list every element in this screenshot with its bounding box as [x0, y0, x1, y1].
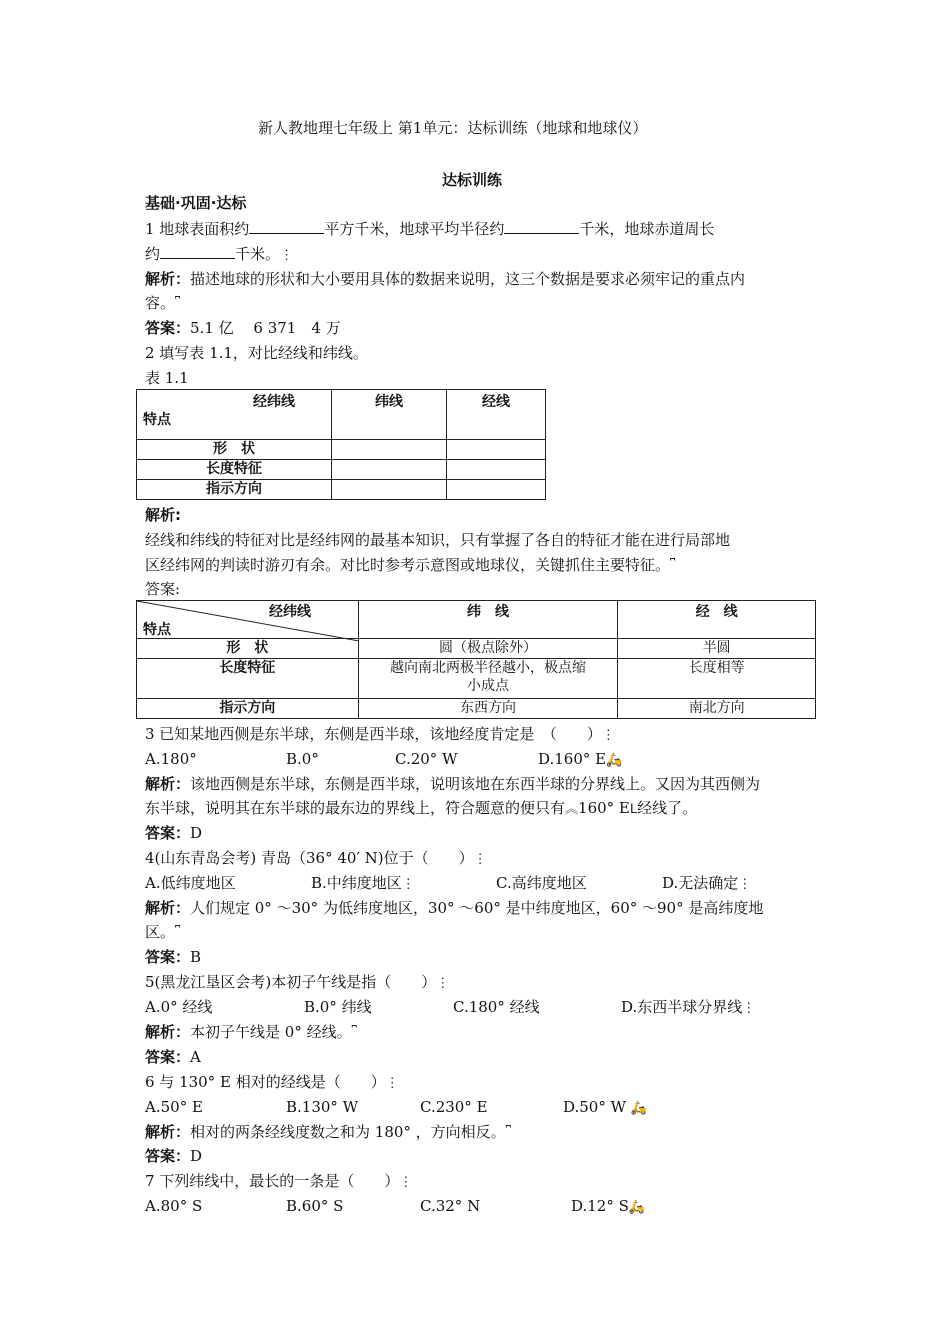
- table2-row-direction: 指示方向: [137, 699, 359, 719]
- q1-text-a: 1 地球表面积约: [145, 220, 250, 238]
- caret-mark-icon: ︽: [565, 802, 579, 817]
- q2-analysis-text-2: 区经纬网的判读时游刃有余。对比时参考示意图或地球仪，关键抓住主要特征。: [145, 556, 671, 574]
- analysis-label: 解析：: [145, 270, 191, 288]
- q6-analysis-text: 相对的两条经线度数之和为 180° ，方向相反。: [190, 1123, 506, 1141]
- table2-cell-jing-direction: 南北方向: [618, 699, 816, 719]
- q1-analysis-line1: [145, 269, 745, 289]
- hook-mark-icon: ⎴: [670, 559, 676, 574]
- q3-analysis-text-2b: 160° E: [578, 799, 630, 817]
- table1-row-length: 长度特征: [137, 460, 332, 480]
- q3-option-a[interactable]: A.180°: [145, 750, 197, 768]
- table2-cell-wei-length-line2: 小成点: [467, 678, 510, 694]
- hook-mark-icon: ⎴: [351, 1026, 357, 1041]
- dots-mark-icon: ⋮: [280, 248, 294, 263]
- q1-blank-area[interactable]: [249, 219, 324, 234]
- q7-option-c[interactable]: C.32° N: [420, 1197, 481, 1215]
- answer-label: 答案：: [145, 319, 191, 337]
- q4-option-b[interactable]: [311, 873, 415, 895]
- q1-line2: [145, 244, 293, 266]
- q5-option-a[interactable]: A.0° 经线: [145, 998, 213, 1016]
- table1-cell-jing-length[interactable]: [447, 460, 546, 480]
- q5-answer-text: A: [190, 1048, 201, 1066]
- q6-answer-text: D: [190, 1147, 203, 1165]
- q3-option-d-text: D.160° E: [538, 750, 607, 768]
- q1-blank-circumference[interactable]: [160, 244, 235, 259]
- document-title: 新人教地理七年级上 第1单元：达标训练（地球和地球仪）: [258, 119, 648, 137]
- q1-answer: [145, 318, 341, 338]
- table1-cell-wei-shape[interactable]: [332, 440, 447, 460]
- q5-stem-text: 5(黑龙江垦区会考)本初子午线是指（ ）: [145, 973, 437, 991]
- q6-option-d-text: D.50° W: [563, 1098, 627, 1116]
- answer-label: 答案：: [145, 824, 191, 842]
- table2-cell-wei-length: [358, 659, 618, 699]
- q3-answer: [145, 823, 202, 843]
- q3-option-b[interactable]: B.0°: [286, 750, 319, 768]
- q6-option-d[interactable]: [563, 1097, 647, 1119]
- q1-answer-text: 5.1 亿 6 371 4 万: [190, 319, 341, 337]
- table1-corner-bottom: 特点: [143, 412, 171, 428]
- table2-cell-wei-shape: 圆（极点除外）: [358, 639, 618, 659]
- table2-cell-wei-direction: 东西方向: [358, 699, 618, 719]
- subsection-title: 基础·巩固·达标: [145, 194, 247, 212]
- answer-label: 答案：: [145, 1048, 191, 1066]
- dots-mark-icon: ⋮: [399, 1175, 413, 1190]
- q1-text-c: 千米，地球赤道周长: [579, 220, 715, 238]
- q5-stem: [145, 972, 449, 994]
- table2-row-length: 长度特征: [137, 659, 359, 699]
- q1-text-d: 约: [145, 245, 161, 263]
- table2-cell-jing-shape: 半圆: [618, 639, 816, 659]
- q3-analysis-text: 该地西侧是东半球，东侧是西半球，说明该地在东西半球的分界线上。又因为其西侧为: [190, 775, 761, 793]
- q3-stem-text: 3 已知某地西侧是东半球，东侧是西半球，该地经度肯定是 （ ）: [145, 725, 602, 743]
- q4-analysis-text-2: 区。: [145, 923, 176, 941]
- q4-answer: [145, 947, 201, 967]
- q4-analysis-line2: [145, 922, 180, 944]
- q3-answer-text: D: [190, 824, 203, 842]
- q3-analysis-text-2c: 经线了。: [637, 799, 698, 817]
- analysis-label: 解析：: [145, 899, 191, 917]
- q6-option-c[interactable]: C.230° E: [420, 1098, 488, 1116]
- q3-stem: [145, 724, 615, 746]
- q3-analysis-line1: [145, 774, 760, 794]
- analysis-label: 解析：: [145, 1123, 191, 1141]
- table1-header-jingxian: 经线: [447, 390, 546, 440]
- dots-mark-icon: ⋮: [436, 976, 450, 991]
- q4-stem: [145, 848, 487, 870]
- dots-mark-icon: ⋮: [601, 728, 615, 743]
- q1-analysis-line2: [145, 293, 180, 315]
- q1-text-e: 千米。: [235, 245, 281, 263]
- q5-option-d-text: D.东西半球分界线: [621, 998, 743, 1016]
- section-title: 达标训练: [442, 171, 503, 189]
- answer-label: 答案：: [145, 1147, 191, 1165]
- q1-blank-radius[interactable]: [504, 219, 579, 234]
- q1-analysis-text-2: 容。: [145, 294, 176, 312]
- q5-option-b[interactable]: B.0° 纬线: [304, 998, 372, 1016]
- q7-option-d[interactable]: [571, 1196, 645, 1218]
- q6-stem-text: 6 与 130° E 相对的经线是（ ）: [145, 1073, 386, 1091]
- q4-option-d-text: D.无法确定: [662, 874, 739, 892]
- analysis-label: 解析：: [145, 1023, 191, 1041]
- table2-corner-cell: [137, 601, 359, 639]
- hook-mark-icon: ⎴: [505, 1126, 511, 1141]
- q4-analysis-text: 人们规定 0° ～30° 为低纬度地区，30° ～60° 是中纬度地区，60° ～90° 是高纬度地: [190, 899, 764, 917]
- q7-option-b[interactable]: B.60° S: [286, 1197, 344, 1215]
- q6-answer: [145, 1146, 202, 1166]
- q2-table-label: 表 1.1: [145, 369, 189, 387]
- q4-option-d[interactable]: [662, 873, 751, 895]
- q3-analysis-line2: [145, 798, 697, 820]
- table1-cell-jing-shape[interactable]: [447, 440, 546, 460]
- table1-header-weixian: 纬线: [332, 390, 447, 440]
- scooter-mark-icon: 🛵: [630, 1101, 648, 1116]
- dots-mark-icon: ⋮: [473, 852, 487, 867]
- table2-corner-top: 经纬线: [269, 604, 311, 620]
- table2-header-jingxian: 经 线: [618, 601, 816, 639]
- q7-option-a[interactable]: A.80° S: [145, 1197, 203, 1215]
- table2-header-weixian: 纬 线: [358, 601, 618, 639]
- q7-stem: [145, 1171, 412, 1193]
- q6-option-b[interactable]: B.130° W: [286, 1098, 359, 1116]
- q6-option-a[interactable]: A.50° E: [145, 1098, 203, 1116]
- q4-analysis-line1: [145, 898, 763, 918]
- q5-option-c[interactable]: C.180° 经线: [453, 998, 540, 1016]
- q1-text-b: 平方千米，地球平均半径约: [324, 220, 505, 238]
- table1-cell-wei-length[interactable]: [332, 460, 447, 480]
- q6-stem: [145, 1072, 399, 1094]
- q2-analysis-line1: 经线和纬线的特征对比是经纬网的最基本知识，只有掌握了各自的特征才能在进行局部地: [145, 531, 731, 549]
- scooter-mark-icon: 🛵: [628, 1200, 646, 1215]
- table1-corner-cell: [137, 390, 332, 440]
- table2-cell-wei-length-line1: 越向南北两极半径越小，极点缩: [390, 660, 587, 676]
- q1-line1: [145, 219, 714, 239]
- q2-analysis-label: 解析:: [145, 506, 181, 524]
- table1-row-shape: 形 状: [137, 440, 332, 460]
- q3-option-c[interactable]: C.20° W: [395, 750, 458, 768]
- q5-answer: [145, 1047, 201, 1067]
- q1-analysis-text: 描述地球的形状和大小要用具体的数据来说明，这三个数据是要求必须牢记的重点内: [190, 270, 746, 288]
- q4-stem-text: 4(山东青岛会考) 青岛（36° 40′ N)位于（ ）: [145, 849, 474, 867]
- scooter-mark-icon: 🛵: [606, 753, 623, 768]
- q4-option-b-text: B.中纬度地区: [311, 874, 402, 892]
- q4-option-c[interactable]: C.高纬度地区: [496, 874, 587, 892]
- blank-comparison-table: [136, 389, 546, 500]
- tick-mark-icon: ᒪ: [629, 802, 638, 817]
- table2-cell-jing-length: 长度相等: [618, 659, 816, 699]
- q7-option-d-text: D.12° S: [571, 1197, 629, 1215]
- q5-option-d[interactable]: [621, 997, 755, 1019]
- q4-option-a[interactable]: A.低纬度地区: [145, 874, 236, 892]
- table1-cell-jing-direction[interactable]: [447, 480, 546, 500]
- dots-mark-icon: ⋮: [742, 1001, 756, 1016]
- table1-cell-wei-direction[interactable]: [332, 480, 447, 500]
- q6-analysis: [145, 1122, 511, 1144]
- q2-analysis-line2: [145, 555, 675, 577]
- table1-row-direction: 指示方向: [137, 480, 332, 500]
- q2-stem: 2 填写表 1.1，对比经线和纬线。: [145, 344, 368, 362]
- q4-answer-text: B: [190, 948, 202, 966]
- table2-row-shape: 形 状: [137, 639, 359, 659]
- q3-option-d[interactable]: [538, 749, 622, 771]
- dots-mark-icon: ⋮: [401, 877, 415, 892]
- answer-label: 答案：: [145, 948, 191, 966]
- dots-mark-icon: ⋮: [385, 1076, 399, 1091]
- answer-comparison-table: [136, 600, 816, 719]
- hook-mark-icon: ⎴: [175, 926, 181, 941]
- q5-analysis: [145, 1022, 357, 1044]
- q3-analysis-text-2a: 东半球，说明其在东半球的最东边的界线上，符合题意的便只有: [145, 799, 566, 817]
- q2-answer-label: 答案:: [145, 580, 181, 598]
- hook-mark-icon: ⎴: [175, 297, 181, 312]
- table1-corner-top: 经纬线: [253, 394, 295, 410]
- dots-mark-icon: ⋮: [738, 877, 752, 892]
- q5-analysis-text: 本初子午线是 0° 经线。: [190, 1023, 352, 1041]
- q7-stem-text: 7 下列纬线中，最长的一条是（ ）: [145, 1172, 400, 1190]
- table2-corner-bottom: 特点: [143, 622, 171, 638]
- analysis-label: 解析：: [145, 775, 191, 793]
